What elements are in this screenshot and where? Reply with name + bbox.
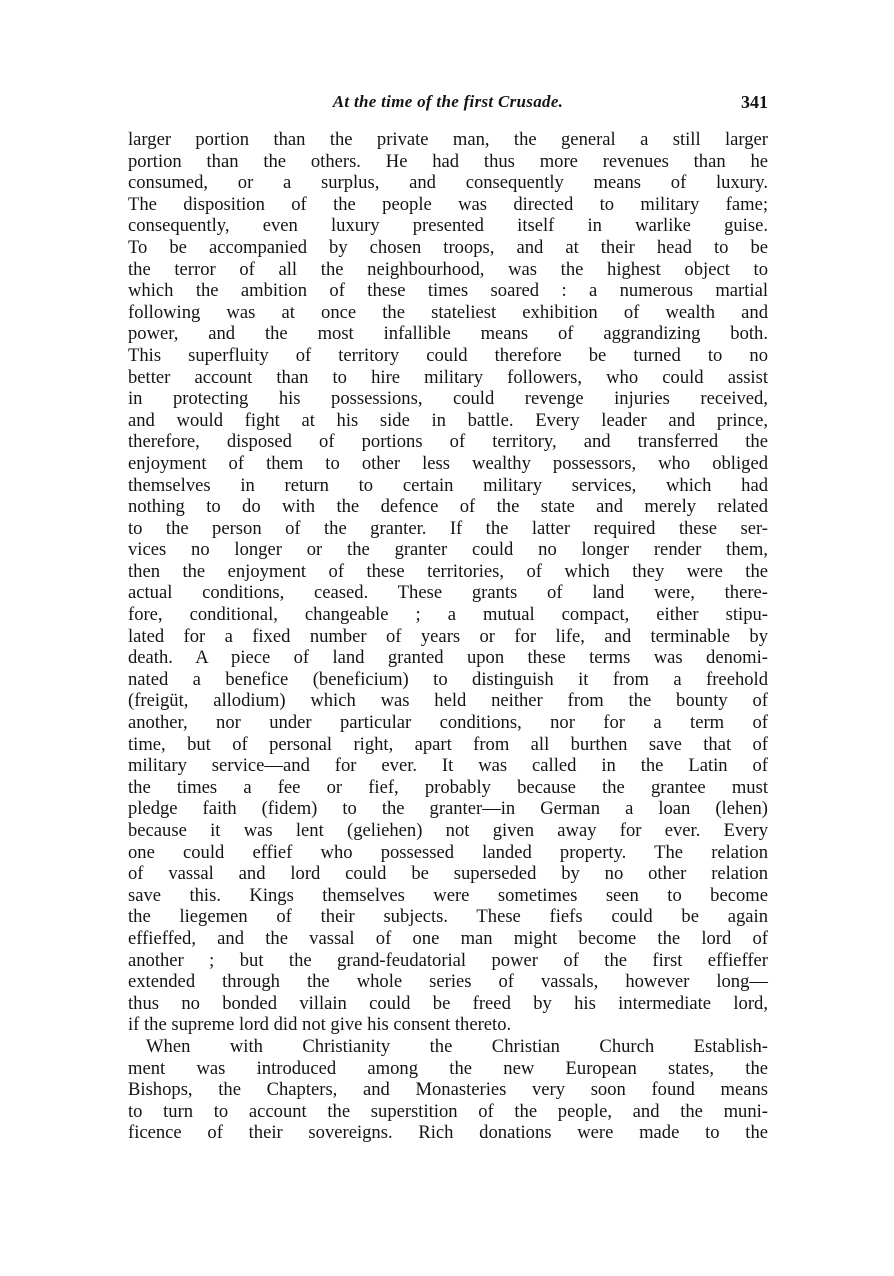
text-line: When with Christianity the Christian Church Establish-: [146, 1035, 768, 1057]
text-line: pledge faith (fidem) to the granter—in German a loan (lehen): [128, 798, 768, 820]
text-line: of vassal and lord could be superseded by no other relation: [128, 863, 768, 885]
text-line: power, and the most infallible means of aggrandizing both.: [128, 323, 768, 345]
text-line: nothing to do with the defence of the state and merely related: [128, 496, 768, 518]
text-line: another ; but the grand-feudatorial power of the first effieffer: [128, 949, 768, 971]
text-line: if the supreme lord did not give his consent thereto.: [128, 1014, 512, 1036]
text-line: the times a fee or fief, probably because the grantee must: [128, 776, 768, 798]
text-line: ficence of their sovereigns. Rich donations were made to the: [128, 1122, 768, 1144]
text-line: following was at once the stateliest exhibition of wealth and: [128, 301, 768, 323]
page-number: 341: [741, 92, 768, 112]
text-line: larger portion than the private man, the general a still larger: [128, 129, 768, 150]
text-line: nated a benefice (beneficium) to distinguish it from a freehold: [128, 668, 768, 690]
body-text: [128, 129, 768, 1144]
text-line: lated for a fixed number of years or for life, and terminable by: [128, 625, 768, 647]
text-line: death. A piece of land granted upon these terms was denomi-: [128, 647, 768, 669]
text-line: save this. Kings themselves were sometimes seen to become: [128, 884, 768, 906]
text-line: extended through the whole series of vassals, however long—: [128, 971, 768, 993]
text-line: to turn to account the superstition of the people, and the muni-: [128, 1100, 768, 1122]
text-line: consumed, or a surplus, and consequently means of luxury.: [128, 172, 768, 194]
text-line: time, but of personal right, apart from all burthen save that of: [128, 733, 768, 755]
text-line: the terror of all the neighbourhood, was the highest object to: [128, 258, 768, 280]
text-line: another, nor under particular conditions, nor for a term of: [128, 712, 768, 734]
text-line: to the person of the granter. If the latter required these ser-: [128, 517, 768, 539]
text-line: This superfluity of territory could therefore be turned to no: [128, 344, 768, 366]
text-line: (freigüt, allodium) which was held neither from the bounty of: [128, 690, 768, 712]
text-line: consequently, even luxury presented itself in warlike guise.: [128, 215, 768, 237]
text-line: vices no longer or the granter could no longer render them,: [128, 539, 768, 561]
text-line: therefore, disposed of portions of territory, and transferred the: [128, 431, 768, 453]
running-title: At the time of the first Crusade.: [332, 92, 564, 111]
text-line: actual conditions, ceased. These grants of land were, there-: [128, 582, 768, 604]
text-line: portion than the others. He had thus more revenues than he: [128, 150, 768, 172]
text-line: thus no bonded villain could be freed by his intermediate lord,: [128, 992, 768, 1014]
text-line: in protecting his possessions, could revenge injuries received,: [128, 388, 768, 410]
text-line: and would fight at his side in battle. Every leader and prince,: [128, 409, 768, 431]
text-line: then the enjoyment of these territories, of which they were the: [128, 560, 768, 582]
running-head: [128, 92, 768, 118]
text-line: the liegemen of their subjects. These fiefs could be again: [128, 906, 768, 928]
text-line: military service—and for ever. It was called in the Latin of: [128, 755, 768, 777]
text-line: ment was introduced among the new European states, the: [128, 1057, 768, 1079]
text-line: themselves in return to certain military services, which had: [128, 474, 768, 496]
text-line: effieffed, and the vassal of one man might become the lord of: [128, 927, 768, 949]
text-line: better account than to hire military followers, who could assist: [128, 366, 768, 388]
text-line: fore, conditional, changeable ; a mutual compact, either stipu-: [128, 604, 768, 626]
text-line: which the ambition of these times soared : a numerous martial: [128, 280, 768, 302]
text-line: The disposition of the people was directed to military fame;: [128, 193, 768, 215]
text-line: because it was lent (geliehen) not given away for ever. Every: [128, 820, 768, 841]
text-line: Bishops, the Chapters, and Monasteries very soon found means: [128, 1079, 768, 1101]
text-line: enjoyment of them to other less wealthy possessors, who obliged: [128, 452, 768, 474]
text-line: To be accompanied by chosen troops, and at their head to be: [128, 236, 768, 258]
text-line: one could effief who possessed landed property. The relation: [128, 841, 768, 863]
